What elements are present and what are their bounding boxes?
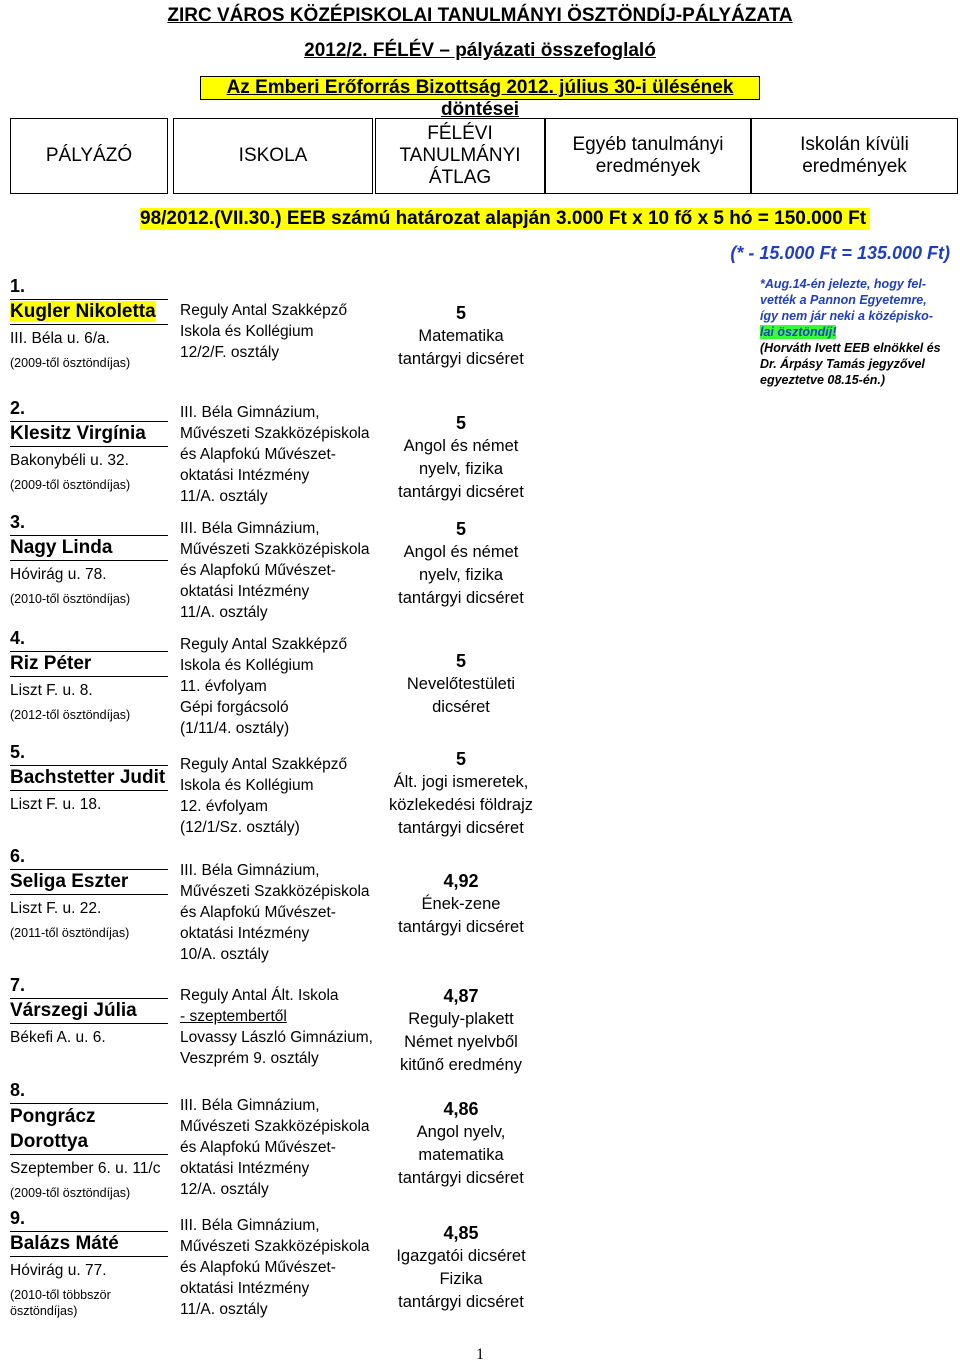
- school-line: (12/1/Sz. osztály): [180, 819, 300, 836]
- school-line: (1/11/4. osztály): [180, 720, 290, 737]
- header-other-line-2: eredmények: [595, 156, 701, 177]
- average-block: [375, 748, 547, 840]
- header-extra-line-2: eredmények: [802, 156, 907, 177]
- header-extra-line-1: Iskolán kívüli: [800, 134, 909, 155]
- school-line: III. Béla Gimnázium,: [180, 404, 320, 421]
- header-other-line-1: Egyéb tanulmányi: [572, 134, 724, 155]
- applicant-block: [10, 975, 168, 1048]
- school-block: [180, 300, 390, 363]
- average-block: [375, 1098, 547, 1190]
- school-line: és Alapfokú Művészet-: [180, 1139, 336, 1156]
- average-block: [375, 518, 547, 610]
- applicant-address: Hóvirág u. 78.: [10, 566, 107, 583]
- school-block: [180, 634, 390, 739]
- school-line: oktatási Intézmény: [180, 1160, 310, 1177]
- header-average-line-3: ÁTLAG: [428, 167, 492, 188]
- header-applicant: [10, 118, 168, 194]
- applicant-number: 1.: [10, 276, 26, 296]
- note-line-7: egyeztetve 08.15-én.): [760, 373, 886, 387]
- average-subject: Igazgatói dicséret: [396, 1247, 526, 1265]
- school-line: Iskola és Kollégium: [180, 657, 314, 674]
- average-subject: közlekedési földrajz: [389, 796, 533, 814]
- school-line: Lovassy László Gimnázium,: [180, 1029, 373, 1046]
- school-line: - szeptembertől: [180, 1008, 287, 1025]
- applicant-since: (2009-től ösztöndíjas): [10, 356, 131, 370]
- average-subject: nyelv, fizika: [418, 566, 504, 584]
- average-block: [375, 650, 547, 719]
- school-line: Reguly Antal Szakképző: [180, 756, 348, 773]
- applicant-number: 6.: [10, 846, 26, 866]
- average-grade: 5: [455, 519, 466, 539]
- school-block: [180, 754, 390, 838]
- average-subject: Reguly-plakett: [408, 1010, 514, 1028]
- applicant-name-text: Kugler Nikoletta: [10, 301, 156, 322]
- school-line: III. Béla Gimnázium,: [180, 1097, 320, 1114]
- header-extra-results: [751, 118, 958, 194]
- applicant-block: [10, 398, 168, 493]
- side-note: [760, 276, 955, 388]
- average-subject: Német nyelvből: [404, 1033, 518, 1051]
- applicant-block: [10, 1208, 168, 1319]
- school-line: és Alapfokú Művészet-: [180, 904, 336, 921]
- applicant-block: [10, 846, 168, 941]
- applicant-name: Balázs Máté: [10, 1231, 168, 1257]
- applicant-block: [10, 628, 168, 723]
- applicant-name: Riz Péter: [10, 651, 168, 677]
- average-subject: Angol és német: [403, 437, 519, 455]
- school-line: 12/2/F. osztály: [180, 344, 280, 361]
- school-block: [180, 1215, 390, 1320]
- average-grade: 4,92: [443, 871, 479, 891]
- school-line: Reguly Antal Ált. Iskola: [180, 987, 339, 1004]
- applicant-number: 9.: [10, 1208, 26, 1228]
- school-line: Gépi forgácsoló: [180, 699, 289, 716]
- applicant-since: (2009-től ösztöndíjas): [10, 478, 131, 492]
- school-line: oktatási Intézmény: [180, 925, 310, 942]
- average-subject: tantárgyi dicséret: [398, 1293, 524, 1311]
- school-line: Reguly Antal Szakképző: [180, 302, 348, 319]
- school-line: 10/A. osztály: [180, 946, 269, 963]
- average-grade: 5: [455, 651, 466, 671]
- average-subject: matematika: [418, 1146, 504, 1164]
- average-grade: 4,86: [443, 1099, 479, 1119]
- school-line: 11. évfolyam: [180, 678, 267, 695]
- average-grade: 5: [455, 749, 466, 769]
- average-grade: 4,85: [443, 1223, 479, 1243]
- average-subject: dicséret: [432, 698, 490, 716]
- applicant-name: [10, 299, 168, 325]
- applicant-since: (2010-től többször ösztöndíjas): [10, 1288, 111, 1318]
- title-line-3: Az Emberi Erőforrás Bizottság 2012. július 30-i ülésének döntései: [200, 76, 760, 100]
- applicant-name: Klesitz Virgínia: [10, 421, 168, 447]
- reduction-note: (* - 15.000 Ft = 135.000 Ft): [730, 243, 950, 263]
- average-subject: kitűnő eredmény: [400, 1056, 522, 1074]
- header-school: [173, 118, 373, 194]
- school-line: oktatási Intézmény: [180, 1280, 310, 1297]
- applicant-name: Nagy Linda: [10, 535, 168, 561]
- applicant-address: Bakonybéli u. 32.: [10, 452, 129, 469]
- applicant-name: Pongrácz Dorottya: [10, 1103, 168, 1155]
- school-block: [180, 518, 390, 623]
- average-block: [375, 870, 547, 939]
- school-line: 11/A. osztály: [180, 1301, 268, 1318]
- average-subject: tantárgyi dicséret: [398, 589, 524, 607]
- applicant-number: 2.: [10, 398, 26, 418]
- applicant-address: Liszt F. u. 18.: [10, 796, 102, 813]
- decision-line: 98/2012.(VII.30.) EEB számú határozat alapján 3.000 Ft x 10 fő x 5 hó = 150.000 Ft: [140, 208, 870, 230]
- page-number: 1: [476, 1346, 484, 1363]
- applicant-block: [10, 276, 168, 371]
- average-subject: tantárgyi dicséret: [398, 1169, 524, 1187]
- note-line-5: (Horváth Ivett EEB elnökkel és: [760, 341, 941, 355]
- school-line: Művészeti Szakközépiskola: [180, 883, 370, 900]
- school-line: Veszprém 9. osztály: [180, 1050, 319, 1067]
- applicant-block: [10, 742, 168, 815]
- applicant-address: Hóvirág u. 77.: [10, 1262, 107, 1279]
- applicant-name: Várszegi Júlia: [10, 998, 168, 1024]
- applicant-address: Liszt F. u. 22.: [10, 900, 102, 917]
- school-line: 12. évfolyam: [180, 798, 268, 815]
- applicant-address: Szeptember 6. u. 11/c: [10, 1160, 161, 1177]
- school-line: Iskola és Kollégium: [180, 323, 314, 340]
- average-block: [375, 302, 547, 371]
- applicant-address: Liszt F. u. 8.: [10, 682, 93, 699]
- school-line: és Alapfokú Művészet-: [180, 446, 336, 463]
- average-subject: tantárgyi dicséret: [398, 350, 524, 368]
- average-subject: Fizika: [439, 1270, 483, 1288]
- average-grade: 5: [455, 413, 466, 433]
- school-line: Művészeti Szakközépiskola: [180, 425, 370, 442]
- average-subject: Angol nyelv,: [416, 1123, 506, 1141]
- header-average-line-2: TANULMÁNYI: [399, 145, 521, 166]
- school-line: Művészeti Szakközépiskola: [180, 541, 370, 558]
- school-block: [180, 860, 390, 965]
- applicant-number: 7.: [10, 975, 26, 995]
- average-grade: 4,87: [443, 986, 479, 1006]
- school-line: Reguly Antal Szakképző: [180, 636, 348, 653]
- applicant-since: (2010-től ösztöndíjas): [10, 592, 131, 606]
- school-line: 11/A. osztály: [180, 604, 268, 621]
- school-block: [180, 985, 390, 1069]
- title-line-2: 2012/2. FÉLÉV – pályázati összefoglaló: [304, 40, 656, 61]
- title-line-1: ZIRC VÁROS KÖZÉPISKOLAI TANULMÁNYI ÖSZTÖNDÍJ-PÁLYÁZATA: [167, 5, 793, 26]
- applicant-since: (2011-től ösztöndíjas): [10, 926, 130, 940]
- school-line: Művészeti Szakközépiskola: [180, 1238, 370, 1255]
- average-subject: Ének-zene: [421, 895, 501, 913]
- header-school-label: ISKOLA: [238, 145, 308, 166]
- average-subject: Matematika: [418, 327, 504, 345]
- school-line: III. Béla Gimnázium,: [180, 862, 320, 879]
- average-block: [375, 985, 547, 1077]
- applicant-since: (2009-től ösztöndíjas): [10, 1186, 131, 1200]
- applicant-address: III. Béla u. 6/a.: [10, 330, 110, 347]
- school-line: oktatási Intézmény: [180, 467, 310, 484]
- school-line: Iskola és Kollégium: [180, 777, 314, 794]
- average-block: [375, 1222, 547, 1314]
- school-line: Művészeti Szakközépiskola: [180, 1118, 370, 1135]
- applicant-block: [10, 512, 168, 607]
- school-line: III. Béla Gimnázium,: [180, 1217, 320, 1234]
- applicant-number: 3.: [10, 512, 26, 532]
- note-line-6: Dr. Árpásy Tamás jegyzővel: [760, 357, 925, 371]
- school-block: [180, 402, 390, 507]
- school-block: [180, 1095, 390, 1200]
- header-average-line-1: FÉLÉVI: [427, 123, 493, 144]
- average-subject: tantárgyi dicséret: [398, 918, 524, 936]
- applicant-since: (2012-től ösztöndíjas): [10, 708, 131, 722]
- average-subject: Nevelőtestületi: [406, 675, 516, 693]
- applicant-address: Békefi A. u. 6.: [10, 1029, 106, 1046]
- average-block: [375, 412, 547, 504]
- header-average: [375, 118, 545, 194]
- header-applicant-label: PÁLYÁZÓ: [45, 145, 133, 166]
- note-line-3: így nem jár neki a középisko-: [760, 309, 933, 323]
- average-subject: nyelv, fizika: [418, 460, 504, 478]
- header-other-results: [545, 118, 751, 194]
- average-subject: tantárgyi dicséret: [398, 819, 524, 837]
- school-line: és Alapfokú Művészet-: [180, 562, 336, 579]
- applicant-number: 4.: [10, 628, 26, 648]
- average-grade: 5: [455, 303, 466, 323]
- applicant-number: 5.: [10, 742, 26, 762]
- school-line: oktatási Intézmény: [180, 583, 310, 600]
- average-subject: Ált. jogi ismeretek,: [393, 773, 529, 791]
- applicant-name: Bachstetter Judit: [10, 765, 168, 791]
- school-line: és Alapfokú Művészet-: [180, 1259, 336, 1276]
- note-line-4: lai ösztöndíj!: [760, 325, 837, 339]
- school-line: 12/A. osztály: [180, 1181, 269, 1198]
- school-line: 11/A. osztály: [180, 488, 268, 505]
- average-subject: Angol és német: [403, 543, 519, 561]
- note-line-1: *Aug.14-én jelezte, hogy fel-: [760, 277, 927, 291]
- average-subject: tantárgyi dicséret: [398, 483, 524, 501]
- school-line: III. Béla Gimnázium,: [180, 520, 320, 537]
- applicant-block: [10, 1080, 168, 1201]
- applicant-number: 8.: [10, 1080, 26, 1100]
- note-line-2: vették a Pannon Egyetemre,: [760, 293, 927, 307]
- applicant-name: Seliga Eszter: [10, 869, 168, 895]
